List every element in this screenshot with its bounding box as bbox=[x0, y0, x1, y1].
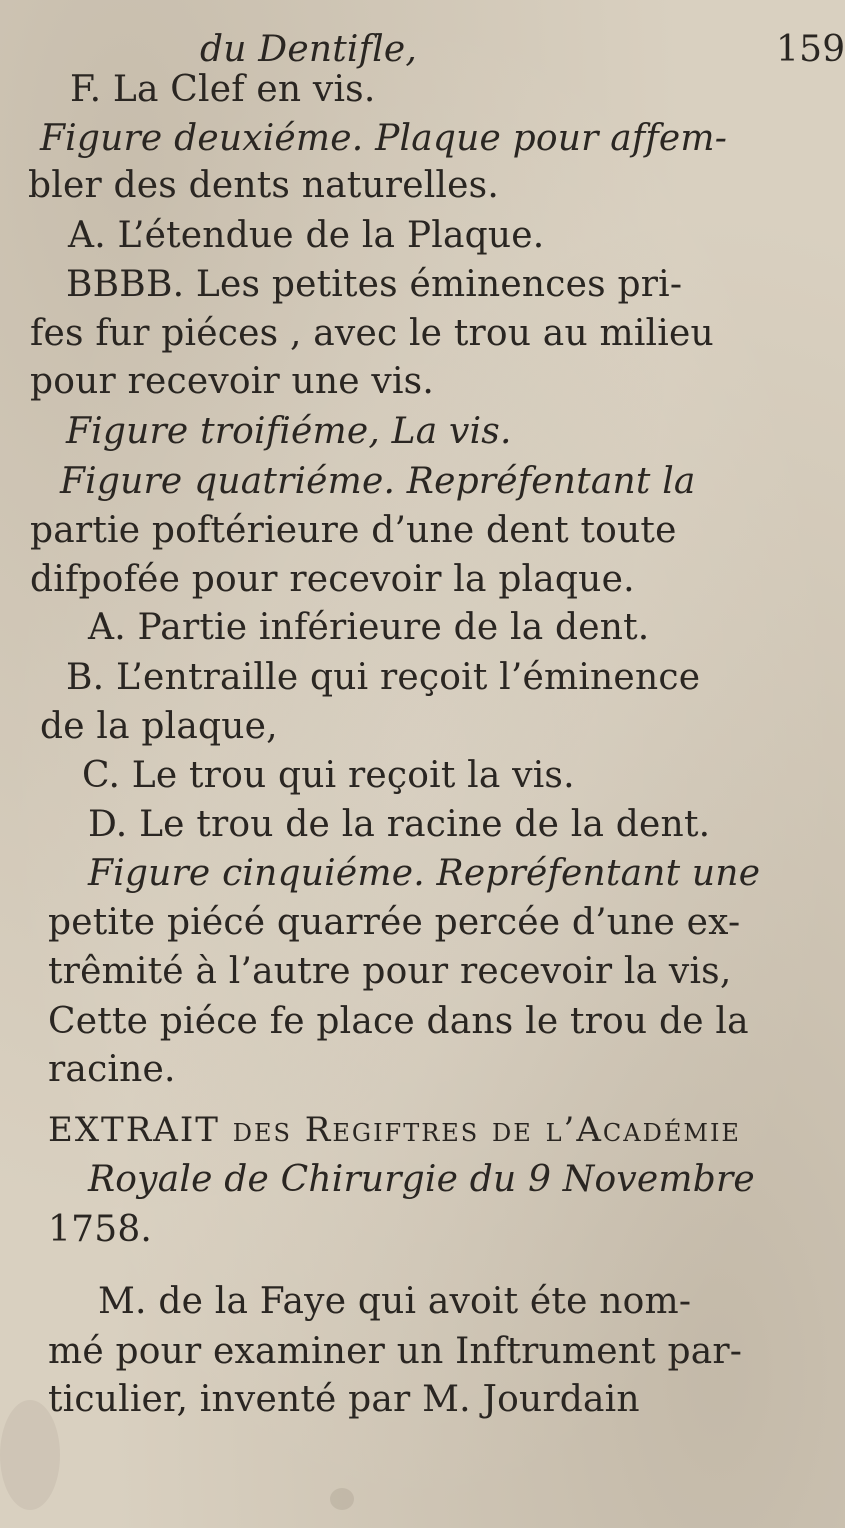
text-line: Figure quatriéme. Repréfentant la bbox=[60, 461, 696, 502]
text-line: fes fur piéces , avec le trou au milieu bbox=[30, 313, 714, 354]
running-header bbox=[200, 28, 845, 72]
text-line: A. Partie inférieure de la dent. bbox=[88, 607, 650, 648]
text-line: BBBB. Les petites éminences pri- bbox=[66, 264, 683, 305]
text-line: Figure cinquiéme. Repréfentant une bbox=[88, 853, 761, 894]
paper-stain bbox=[330, 1488, 354, 1510]
text-line: B. L’entraille qui reçoit l’éminence bbox=[66, 657, 701, 698]
text-line: de la plaque, bbox=[40, 706, 278, 747]
page-number: 159 bbox=[776, 29, 845, 70]
section-heading: Royale de Chirurgie du 9 Novembre bbox=[88, 1159, 755, 1200]
text-line: D. Le trou de la racine de la dent. bbox=[88, 804, 711, 845]
text-line: C. Le trou qui reçoit la vis. bbox=[82, 755, 575, 796]
text-line: Figure deuxiéme. Plaque pour affem- bbox=[40, 118, 728, 159]
text-line: A. L’étendue de la Plaque. bbox=[68, 215, 545, 256]
text-line: Figure troifiéme, La vis. bbox=[66, 411, 512, 452]
section-date: 1758. bbox=[48, 1209, 153, 1250]
running-title: du Dentifle, bbox=[200, 29, 417, 70]
text-line: racine. bbox=[48, 1049, 176, 1090]
text-line: F. La Clef en vis. bbox=[70, 69, 376, 110]
text-line: mé pour examiner un Inftrument par- bbox=[48, 1331, 743, 1372]
text-line: Cette piéce fe place dans le trou de la bbox=[48, 1001, 749, 1042]
text-line: ticulier, inventé par M. Jourdain bbox=[48, 1379, 640, 1420]
text-line: difpofée pour recevoir la plaque. bbox=[30, 559, 635, 600]
text-line: bler des dents naturelles. bbox=[28, 165, 499, 206]
paper-stain bbox=[0, 1400, 60, 1510]
text-line: pour recevoir une vis. bbox=[30, 361, 435, 402]
text-line: petite piécé quarrée percée d’une ex- bbox=[48, 902, 741, 943]
text-line: trêmité à l’autre pour recevoir la vis, bbox=[48, 951, 732, 992]
text-line: M. de la Faye qui avoit éte nom- bbox=[98, 1281, 692, 1322]
section-heading: EXTRAIT des Regiftres de l’Académie bbox=[48, 1110, 741, 1150]
text-line: partie poftérieure d’une dent toute bbox=[30, 510, 677, 551]
